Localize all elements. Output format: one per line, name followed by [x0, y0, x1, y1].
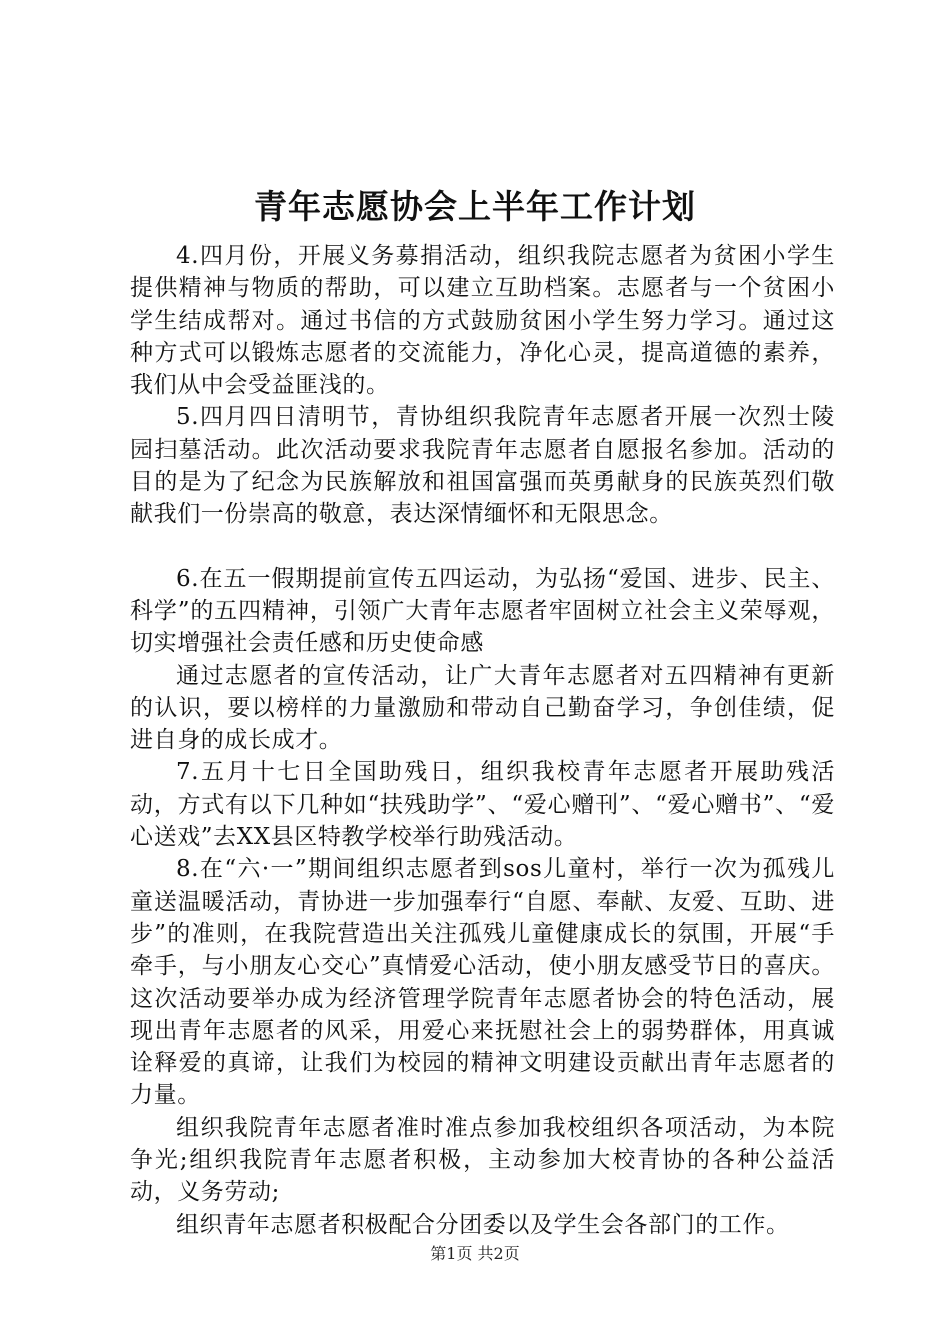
paragraph-item-5: 5.四月四日清明节，青协组织我院青年志愿者开展一次烈士陵园扫墓活动。此次活动要求我院青年志愿者自愿报名参加。活动的目的是为了纪念为民族解放和祖国富强而英勇献身的民族英烈们敬献我们一份崇高的敬意，表达深情缅怀和无限思念。 [130, 404, 835, 528]
paragraph-item-7: 7.五月十七日全国助残日，组织我校青年志愿者开展助残活动，方式有以下几种如“扶残助学”、“爱心赠刊”、“爱心赠书”、“爱心送戏”去XX县区特教学校举行助残活动。 [130, 759, 835, 851]
paragraph-participation: 组织我院青年志愿者准时准点参加我校组织各项活动，为本院争光;组织我院青年志愿者积极，主动参加大校青协的各种公益活动，义务劳动; [130, 1114, 835, 1206]
paragraph-item-6-continued: 通过志愿者的宣传活动，让广大青年志愿者对五四精神有更新的认识，要以榜样的力量激励和带动自己勤奋学习，争创佳绩，促进自身的成长成才。 [130, 662, 835, 754]
paragraph-spacer [130, 531, 835, 563]
paragraph-item-4: 4.四月份，开展义务募捐活动，组织我院志愿者为贫困小学生提供精神与物质的帮助，可以建立互助档案。志愿者与一个贫困小学生结成帮对。通过书信的方式鼓励贫困小学生努力学习。通过这种方式可以锻炼志愿者的交流能力，净化心灵，提高道德的素养，我们从中会受益匪浅的。 [130, 243, 835, 399]
page-number-footer: 第1页 共2页 [430, 1244, 520, 1263]
paragraph-item-6: 6.在五一假期提前宣传五四运动，为弘扬“爱国、进步、民主、科学”的五四精神，引领广大青年志愿者牢固树立社会主义荣辱观，切实增强社会责任感和历史使命感 [130, 565, 835, 657]
paragraph-item-8: 8.在“六·一”期间组织志愿者到sos儿童村，举行一次为孤残儿童送温暖活动，青协进一步加强奉行“自愿、奉献、友爱、互助、进步”的准则，在我院营造出关注孤残儿童健康成长的氛围，开展“手牵手，与小朋友心交心”真情爱心活动，使小朋友感受节日的喜庆。这次活动要举办成为经济管理学院青年志愿者协会的特色活动，展现出青年志愿者的风采，用爱心来抚慰社会上的弱势群体，用真诚诠释爱的真谛，让我们为校园的精神文明建设贡献出青年志愿者的力量。 [130, 856, 835, 1109]
paragraph-cooperation: 组织青年志愿者积极配合分团委以及学生会各部门的工作。 [176, 1211, 790, 1238]
document-title: 青年志愿协会上半年工作计划 [254, 187, 696, 226]
document-body [130, 240, 835, 1241]
